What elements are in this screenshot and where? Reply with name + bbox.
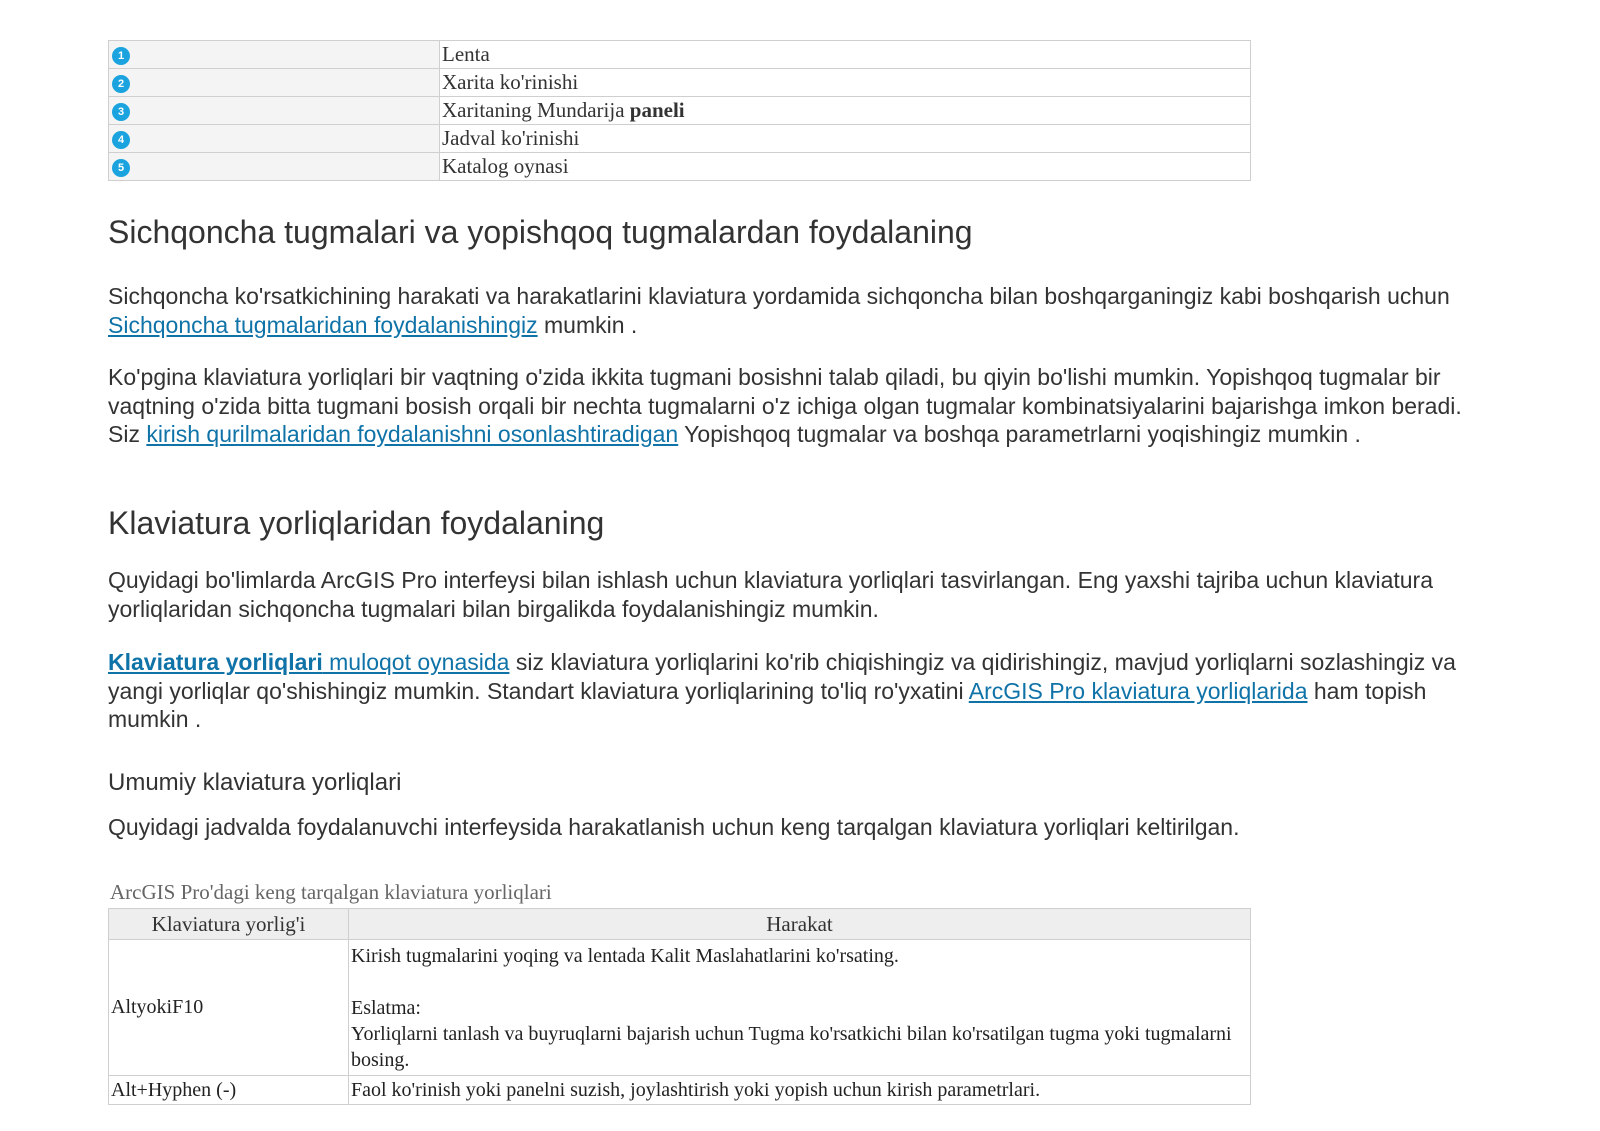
legend-label: Lenta [440, 41, 1251, 69]
paragraph [108, 363, 1488, 449]
legend-label: Katalog oynasi [440, 153, 1251, 181]
legend-table [108, 40, 1251, 181]
legend-number-cell [109, 97, 440, 125]
table-row [109, 940, 1251, 1076]
number-badge-icon: 3 [112, 103, 130, 121]
action-cell: Faol ko'rinish yoki panelni suzish, joylashtirish yoki yopish uchun kirish parametrlari. [349, 1076, 1251, 1105]
legend-row [109, 69, 1251, 97]
legend-number-cell [109, 69, 440, 97]
legend-number-cell [109, 125, 440, 153]
table-header-row [109, 909, 1251, 940]
number-badge-icon: 4 [112, 131, 130, 149]
paragraph [108, 813, 1488, 842]
legend-label: Xaritaning Mundarija [442, 98, 630, 122]
paragraph-text: Ko'pgina klaviatura yorliqlari bir vaqtning o'zida ikkita tugmani bosishni talab qiladi, bu qiyin bo'lishi mumkin. Yopishqoq tugmalar bir vaqtning o'zida bitta tugmani bosish orqali bir nechta tugmalarni o'z ichiga olgan tugmalar kombinatsiyalarini bajarishga imkon beradi. Siz [108, 364, 1462, 447]
note-label: Eslatma: [351, 997, 421, 1019]
shortcuts-dialog-link-bold: Klaviatura yorliqlari [108, 649, 323, 675]
number-badge-icon: 1 [112, 47, 130, 65]
paragraph-text: Sichqoncha ko'rsatkichining harakati va harakatlarini klaviatura yordamida sichqoncha bilan boshqarganingiz kabi boshqarish uchun [108, 283, 1450, 309]
legend-label-bold: paneli [629, 98, 685, 122]
paragraph-text: Quyidagi bo'limlarda ArcGIS Pro interfeysi bilan ishlash uchun klaviatura yorliqlari tasvirlangan. Eng yaxshi tajriba uchun klaviatura yorliqlaridan sichqoncha tugmalari bilan birgalikda foydalanishingiz mumkin. [108, 567, 1433, 622]
paragraph [108, 566, 1488, 623]
action-text: Kirish tugmalarini yoqing va lentada Kalit Maslahatlarini ko'rsating. [351, 945, 899, 967]
arcgis-pro-shortcuts-link[interactable]: ArcGIS Pro klaviatura yorliqlarida [968, 677, 1308, 704]
legend-label: Jadval ko'rinishi [440, 125, 1251, 153]
section-heading-shortcuts-wrap [108, 505, 1488, 542]
table-row [109, 1076, 1251, 1105]
section-heading: Sichqoncha tugmalari va yopishqoq tugmalardan foydalaning [108, 214, 973, 250]
shortcut-cell: AltyokiF10 [109, 940, 349, 1076]
subheading-wrap [108, 769, 1488, 797]
number-badge-icon: 5 [112, 159, 130, 177]
legend-row [109, 153, 1251, 181]
paragraph [108, 282, 1488, 339]
paragraph-text: mumkin . [537, 311, 638, 338]
legend-row [109, 125, 1251, 153]
note-text: Yorliqlarni tanlash va buyruqlarni bajarish uchun Tugma ko'rsatkichi bilan ko'rsatilgan tugma yoki tugmalarni bosing. [351, 1023, 1232, 1071]
section-heading: Klaviatura yorliqlaridan foydalaning [108, 505, 605, 541]
mouse-keys-link[interactable]: Sichqoncha tugmalaridan foydalanishingiz [108, 311, 538, 338]
legend-label-cell [440, 97, 1251, 125]
shortcuts-dialog-link-text: muloqot oynasida [322, 649, 510, 675]
legend-label: Xarita ko'rinishi [440, 69, 1251, 97]
shortcut-cell: Alt+Hyphen (-) [109, 1076, 349, 1105]
legend-number-cell [109, 153, 440, 181]
paragraph-text: Yopishqoq tugmalar va boshqa parametrlarni yoqishingiz mumkin . [678, 421, 1361, 447]
paragraph-text: siz klaviatura yorliqlarini ko'rib chiqishingiz va qidirishingiz, mavjud yorliqlarni sozlashingiz va yangi yorliqlar qo'shishingiz mumkin. Standart klaviatura yorliqlarining to'liq ro'yxatini [108, 649, 1456, 704]
section-heading-mouse-keys-wrap [108, 214, 1488, 251]
shortcuts-dialog-link[interactable] [108, 649, 509, 675]
column-header-action: Harakat [349, 909, 1251, 940]
legend-row [109, 97, 1251, 125]
paragraph-text: ham topish mumkin . [108, 677, 1427, 732]
legend-number-cell [109, 41, 440, 69]
legend-row [109, 41, 1251, 69]
subheading: Umumiy klaviatura yorliqlari [108, 769, 402, 796]
action-cell [349, 940, 1251, 1076]
shortcuts-table [108, 908, 1251, 1105]
table-caption: ArcGIS Pro'dagi keng tarqalgan klaviatura yorliqlari [110, 880, 552, 904]
number-badge-icon: 2 [112, 75, 130, 93]
ease-of-access-link[interactable]: kirish qurilmalaridan foydalanishni osonlashtiradigan [146, 421, 679, 447]
paragraph [108, 648, 1488, 734]
paragraph-text: Quyidagi jadvalda foydalanuvchi interfeysida harakatlanish uchun keng tarqalgan klaviatura yorliqlari keltirilgan. [108, 814, 1240, 840]
column-header-shortcut: Klaviatura yorlig'i [109, 909, 349, 940]
